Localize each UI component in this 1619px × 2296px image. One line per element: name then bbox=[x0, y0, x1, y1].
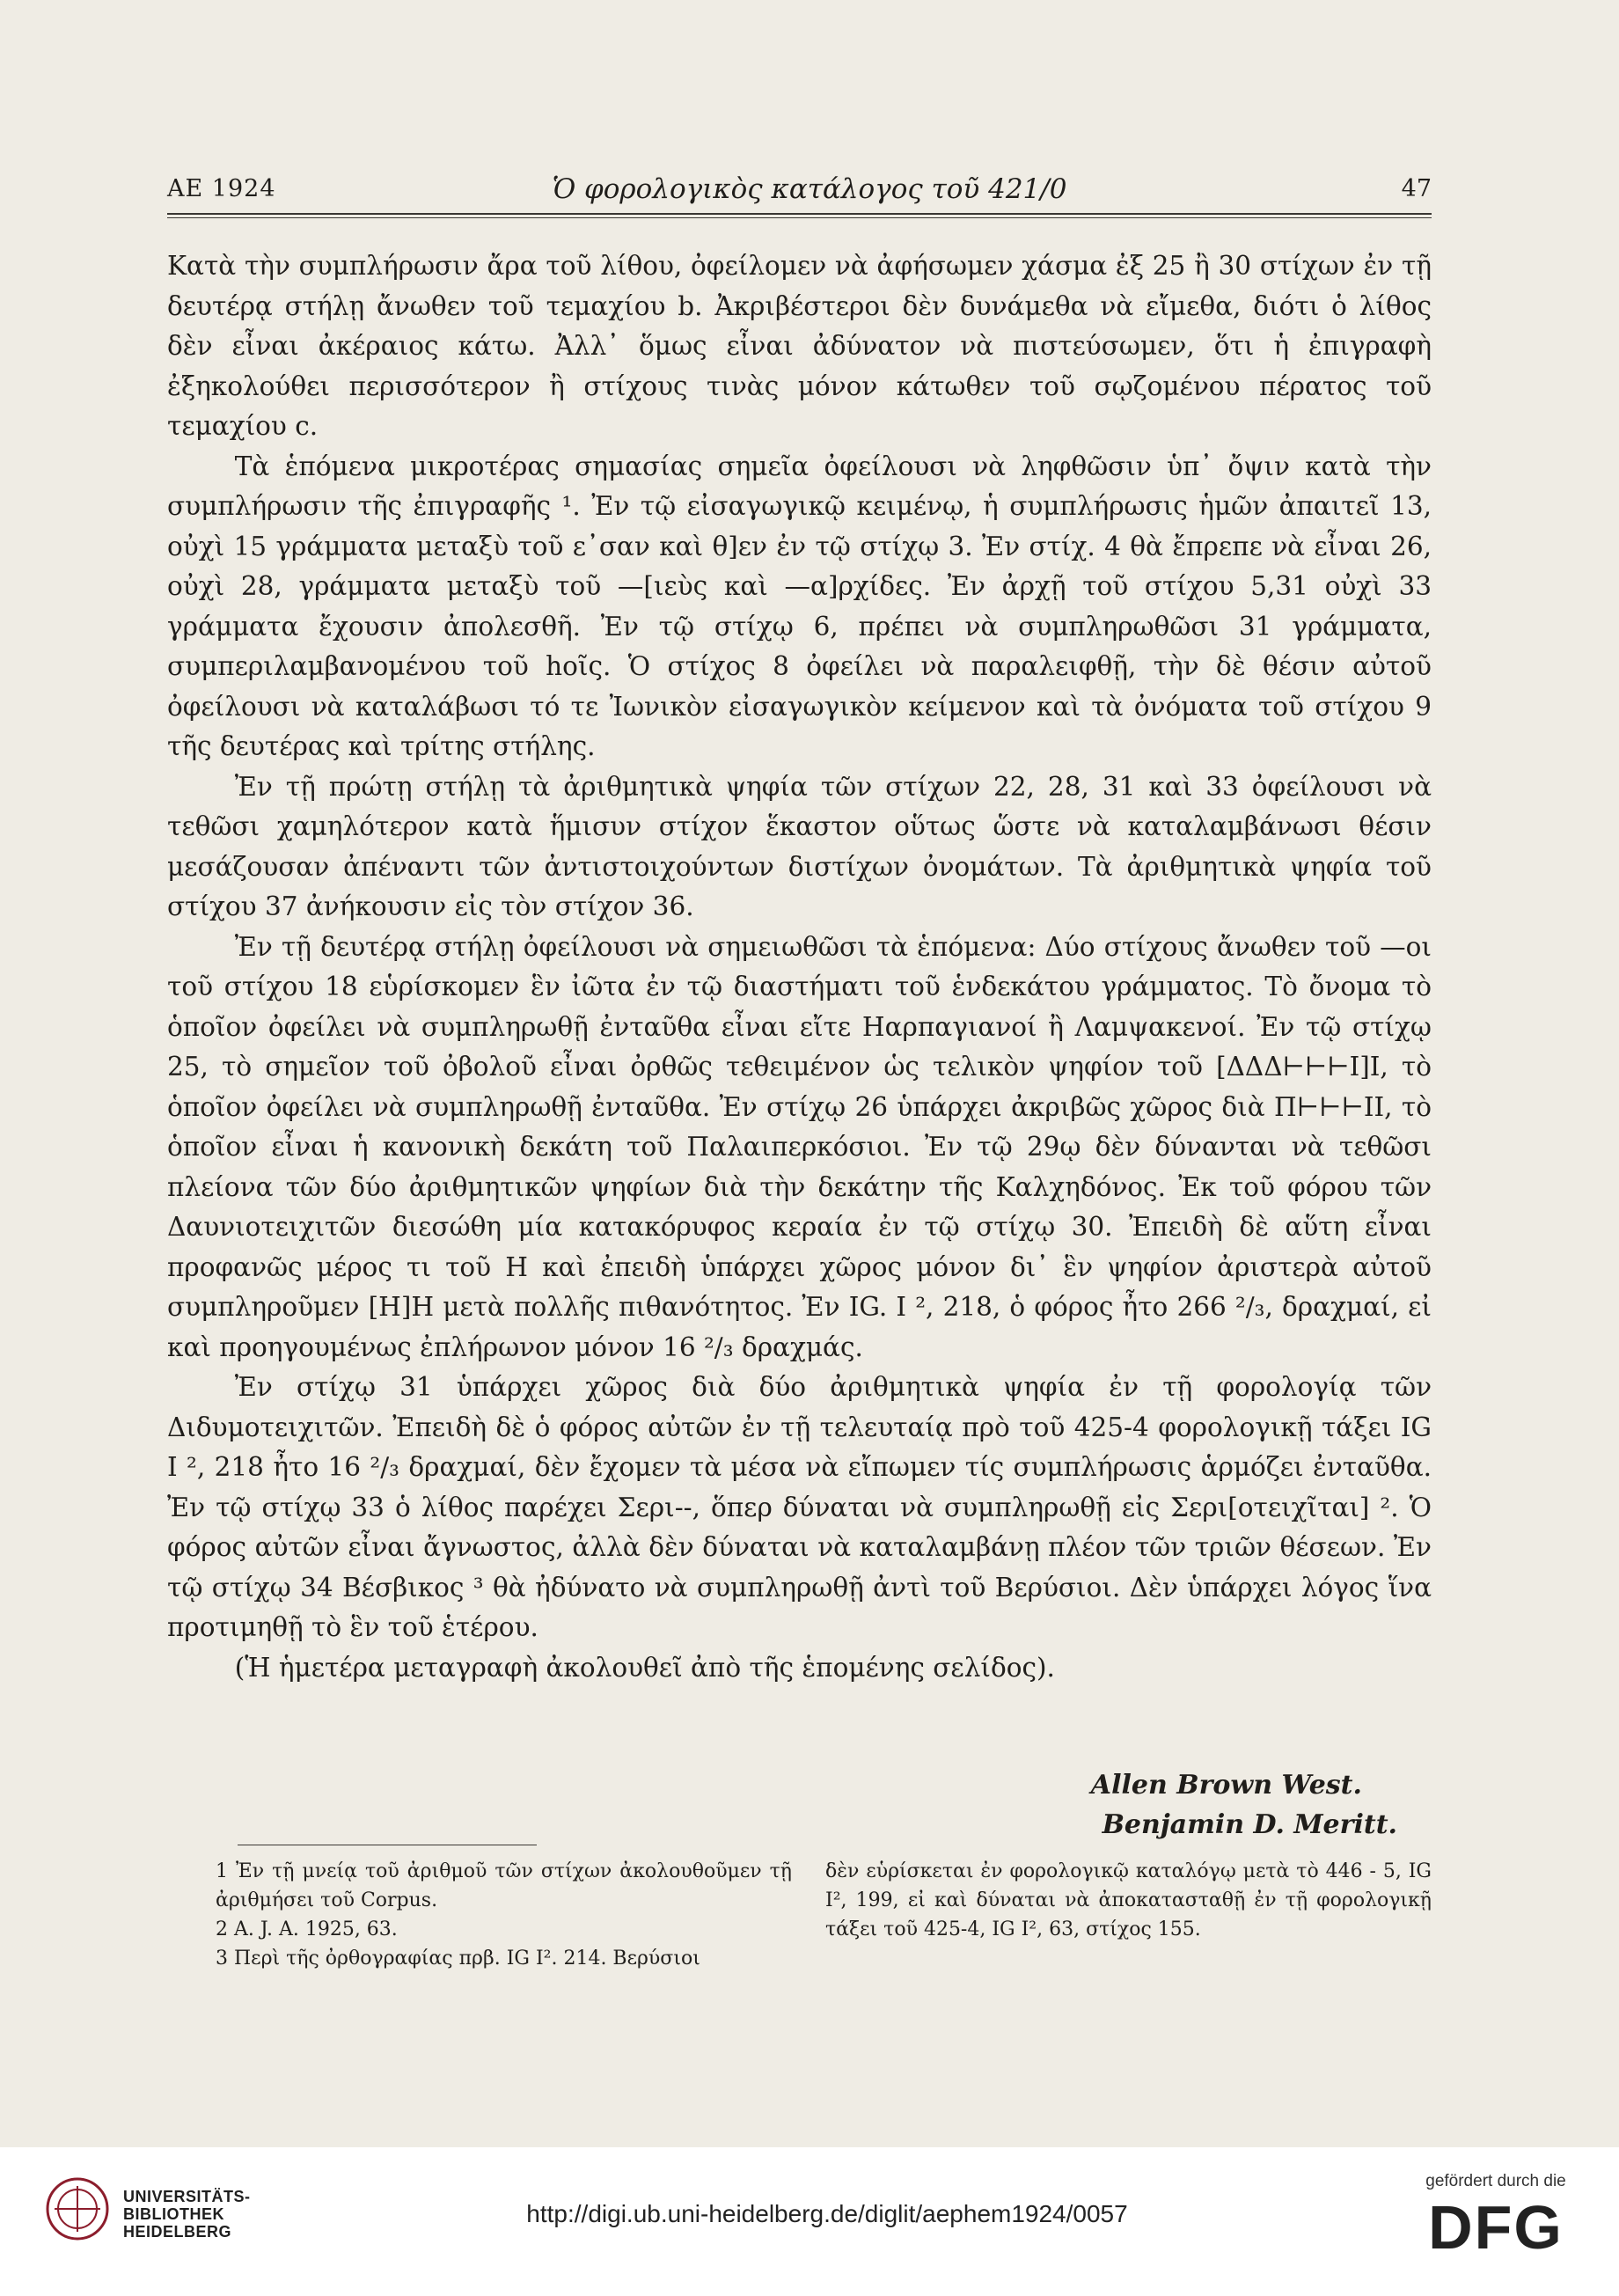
paragraph-1: Κατὰ τὴν συμπλήρωσιν ἄρα τοῦ λίθου, ὀφείλομεν νὰ ἀφήσωμεν χάσμα ἐξ 25 ἢ 30 στίχων ἐν τῇ δευτέρᾳ στήλῃ ἄνωθεν τοῦ τεμαχίου b. Ἀκριβέστεροι δὲν δυνάμεθα νὰ εἴμεθα, διότι ὁ λίθος δὲν εἶναι ἀκέραιος κάτω. Ἀλλ᾽ ὅμως εἶναι ἀδύνατον νὰ πιστεύσωμεν, ὅτι ἡ ἐπιγραφὴ ἐξηκολούθει περισσότερον ἢ στίχους τινὰς μόνον κάτωθεν τοῦ σῳζομένου πέρατος τοῦ τεμαχίου c. bbox=[167, 251, 1432, 441]
footnotes-left-column bbox=[216, 1857, 792, 1973]
funding-caption: gefördert durch die bbox=[1425, 2172, 1566, 2190]
dfg-logo-icon: DFG bbox=[1428, 2193, 1564, 2262]
header-rule-thin bbox=[167, 217, 1432, 218]
paragraph-6: (Ἡ ἡμετέρα μεταγραφὴ ἀκολουθεῖ ἀπὸ τῆς ἑπομένης σελίδος). bbox=[234, 1652, 1055, 1683]
running-header-title: Ὁ φορολογικὸς κατάλογος τοῦ 421/0 bbox=[552, 173, 1067, 205]
permalink-url[interactable]: http://digi.ub.uni-heidelberg.de/diglit/aephem1924/0057 bbox=[526, 2200, 1128, 2227]
paragraph-2: Τὰ ἑπόμενα μικροτέρας σημασίας σημεῖα ὀφείλουσι νὰ ληφθῶσιν ὑπ᾽ ὄψιν κατὰ τὴν συμπλήρωσιν τῆς ἐπιγραφῆς ¹. Ἐν τῷ εἰσαγωγικῷ κειμένῳ, ἡ συμπλήρωσις ἡμῶν ἀπαιτεῖ 13, οὐχὶ 15 γράμματα μεταξὺ τοῦ ε᾽σαν καὶ θ]εν ἐν τῷ στίχῳ 3. Ἐν στίχ. 4 θὰ ἔπρεπε νὰ εἶναι 26, οὐχὶ 28, γράμματα μεταξὺ τοῦ —[ιεὺς καὶ —α]ρχίδες. Ἐν ἀρχῇ τοῦ στίχου 5,31 οὐχὶ 33 γράμματα ἔχουσιν ἀπολεσθῆ. Ἐν τῷ στίχῳ 6, πρέπει νὰ συμπληρωθῶσι 31 γράμματα, συμπεριλαμβανομένου τοῦ hοῖς. Ὁ στίχος 8 ὀφείλει νὰ παραλειφθῇ, τὴν δὲ θέσιν αὐτοῦ ὀφείλουσι νὰ καταλάβωσι τό τε Ἰωνικὸν εἰσαγωγικὸν κείμενον καὶ τὰ ὀνόματα τοῦ στίχου 9 τῆς δευτέρας καὶ τρίτης στήλης. bbox=[167, 451, 1432, 761]
digitization-banner bbox=[0, 2147, 1619, 2296]
funding-logo[interactable] bbox=[1408, 2172, 1584, 2263]
footnote-1: 1 Ἐν τῇ μνείᾳ τοῦ ἀριθμοῦ τῶν στίχων ἀκολουθοῦμεν τῇ ἀριθμήσει τοῦ Corpus. bbox=[216, 1860, 792, 1911]
university-library-logo-icon bbox=[42, 2174, 113, 2244]
signature-meritt: Benjamin D. Meritt. bbox=[1102, 1809, 1397, 1840]
page-number: 47 bbox=[1401, 175, 1432, 202]
paragraph-3: Ἐν τῇ πρώτῃ στήλῃ τὰ ἀριθμητικὰ ψηφία τῶν στίχων 22, 28, 31 καὶ 33 ὀφείλουσι νὰ τεθῶσι χαμηλότερον κατὰ ἥμισυν στίχον ἕκαστον οὕτως ὥστε νὰ καταλαμβάνωσι θέσιν μεσάζουσαν ἀπέναντι τῶν ἀντιστοιχούντων διστίχων ὀνομάτων. Τὰ ἀριθμητικὰ ψηφία τοῦ στίχου 37 ἀνήκουσιν εἰς τὸν στίχον 36. bbox=[167, 771, 1432, 921]
running-header-left: ΑΕ 1924 bbox=[167, 175, 276, 202]
footnote-3: 3 Περὶ τῆς ὀρθογραφίας πρβ. IG I². 214. Βερύσιοι bbox=[216, 1948, 700, 1970]
footnotes-right-column bbox=[825, 1857, 1432, 1944]
footnote-3-continued: δὲν εὑρίσκεται ἐν φορολογικῷ καταλόγῳ μετὰ τὸ 446 - 5, IG I², 199, εἰ καὶ δύναται νὰ ἀποκατασταθῇ ἐν τῇ φορολογικῇ τάξει τοῦ 425-4, IG I², 63, στίχος 155. bbox=[825, 1860, 1432, 1940]
signatures bbox=[1090, 1765, 1397, 1845]
library-name[interactable]: UNIVERSITÄTS- BIBLIOTHEK HEIDELBERG bbox=[123, 2188, 251, 2241]
paragraph-5: Ἐν στίχῳ 31 ὑπάρχει χῶρος διὰ δύο ἀριθμητικὰ ψηφία ἐν τῇ φορολογίᾳ τῶν Διδυμοτειχιτῶν. Ἐπειδὴ δὲ ὁ φόρος αὐτῶν ἐν τῇ τελευταίᾳ πρὸ τοῦ 425-4 φορολογικῇ τάξει IG I ², 218 ἦτο 16 ²/₃ δραχμαί, δὲν ἔχομεν τὰ μέσα νὰ εἴπωμεν τίς συμπλήρωσις ἁρμόζει ἐνταῦθα. Ἐν τῷ στίχῳ 33 ὁ λίθος παρέχει Σερι--, ὅπερ δύναται νὰ συμπληρωθῇ εἰς Σερι[οτειχῖται] ². Ὁ φόρος αὐτῶν εἶναι ἄγνωστος, ἀλλὰ δὲν δύναται νὰ καταλαμβάνῃ πλέον τῶν τριῶν θέσεων. Ἐν τῷ στίχῳ 34 Βέσβικος ³ θὰ ἠδύνατο νὰ συμπληρωθῇ ἀντὶ τοῦ Βερύσιοι. Δὲν ὑπάρχει λόγος ἵνα προτιμηθῇ τὸ ἓν τοῦ ἑτέρου. bbox=[167, 1372, 1432, 1642]
paragraph-4: Ἐν τῇ δευτέρᾳ στήλῃ ὀφείλουσι νὰ σημειωθῶσι τὰ ἑπόμενα: Δύο στίχους ἄνωθεν τοῦ —οι τοῦ στίχου 18 εὑρίσκομεν ἓν ἰῶτα ἐν τῷ διαστήματι τοῦ ἑνδεκάτου γράμματος. Τὸ ὄνομα τὸ ὁποῖον ὀφείλει νὰ συμπληρωθῇ ἐνταῦθα εἶναι εἴτε Ηαρπαγιανοί ἢ Λαμψακενοί. Ἐν τῷ στίχῳ 25, τὸ σημεῖον τοῦ ὀβολοῦ εἶναι ὀρθῶς τεθειμένον ὡς τελικὸν ψηφίον τοῦ [ΔΔΔ⊢⊢⊢I]I, τὸ ὁποῖον ὀφείλει νὰ συμπληρωθῇ ἐνταῦθα. Ἐν στίχῳ 26 ὑπάρχει ἀκριβῶς χῶρος διὰ Π⊢⊢⊢II, τὸ ὁποῖον εἶναι ἡ κανονικὴ δεκάτη τοῦ Παλαιπερκόσιοι. Ἐν τῷ 29ῳ δὲν δύνανται νὰ τεθῶσι πλείονα τῶν δύο ἀριθμητικῶν ψηφίων διὰ τὴν δεκάτην τῆς Καλχηδόνος. Ἐκ τοῦ φόρου τῶν Δαυνιοτειχιτῶν διεσώθη μία κατακόρυφος κεραία ἐν τῷ στίχῳ 30. Ἐπειδὴ δὲ αὕτη εἶναι προφανῶς μέρος τι τοῦ Η καὶ ἐπειδὴ ὑπάρχει χῶρος μόνον δι᾽ ἓν ψηφίον ἀριστερὰ αὐτοῦ συμπληροῦμεν [Η]Η μετὰ πολλῆς πιθανότητος. Ἐν IG. I ², 218, ὁ φόρος ἦτο 266 ²/₃, δραχμαί, εἰ καὶ προηγουμένως ἐπλήρωνον μόνον 16 ²/₃ δραχμάς. bbox=[167, 931, 1432, 1362]
footnote-2: 2 A. J. A. 1925, 63. bbox=[216, 1918, 398, 1940]
body-text bbox=[167, 246, 1432, 1688]
header-rule bbox=[167, 213, 1432, 215]
signature-west: Allen Brown West. bbox=[1090, 1770, 1362, 1801]
